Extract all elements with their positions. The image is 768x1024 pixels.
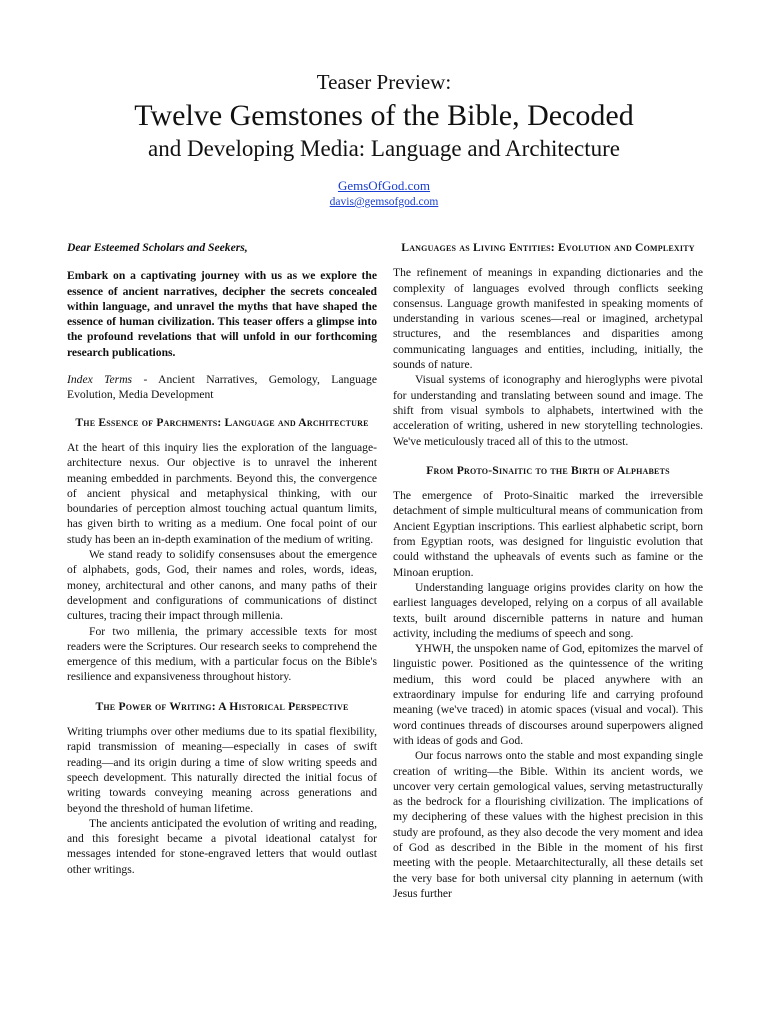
section-heading-essence: The Essence of Parchments: Language and Architecture (75, 415, 369, 429)
paragraph: The ancients anticipated the evolution of writing and reading, and this foresight became a pivotal ideational catalyst for messages intended for stone-engraved letters that would outlast other writings. (67, 816, 377, 876)
abstract: Embark on a captivating journey with us as we explore the essence of ancient narratives, decipher the secrets concealed within language, and unravel the myths that have shaped the essence of human civilization. This teaser offers a glimpse into the profound revelations that will unfold in our forthcoming research publications. (67, 269, 377, 359)
document-header (0, 68, 768, 210)
page-title: Twelve Gemstones of the Bible, Decoded (134, 99, 634, 132)
paragraph: The refinement of meanings in expanding dictionaries and the complexity of languages evolved through conflicts seeking consensus. Language growth manifested in speaking moments of understanding in various scenes—real or imagined, archetypal structures, and the resemblances and disparities among communicating languages and entities, including, initially, the sounds of nature. (393, 266, 703, 372)
paragraph: At the heart of this inquiry lies the exploration of the language-architecture nexus. Our objective is to unravel the inherent meaning embedded in parchments. Beyond this, the convergence of ancient physical and metaphysical thinking, with our boundaries of perception almost touching actual quantum limits, has given birth to writing as a medium. One focal point of our study has been an in-depth examination of the medium of writing. (67, 440, 377, 546)
website-link[interactable]: GemsOfGod.com (337, 178, 431, 193)
section-heading-power: The Power of Writing: A Historical Perspective (95, 699, 349, 713)
paragraph: Visual systems of iconography and hieroglyphs were pivotal for understanding and translating between sound and image. The shift from visual symbols to alphabets, intertwined with the acceleration of writing, ushered in new storytelling technologies. We've meticulously traced all of this to the utmost. (393, 373, 703, 448)
contact-links (0, 178, 768, 210)
right-column (393, 240, 703, 901)
email-link[interactable]: davis@gemsofgod.com (329, 196, 439, 208)
index-terms-label: Index Terms (67, 373, 133, 387)
left-column (67, 240, 377, 877)
page-subtitle: and Developing Media: Language and Architecture (148, 136, 620, 161)
paragraph: Our focus narrows onto the stable and most expanding single creation of writing—the Bible. Within its ancient words, we uncover very certain gemological values, serving metastructurally as the bedrock for a flourishing civilization. The implications of my deciphering of these values with the highest precision in this study are profound, as they also decode the very moment and idea of God as described in the Bible in the moment of his first meeting with the people. Metaarchitecturally, all these details set the very base for both universal city planning in aeternum (with Jesus further (393, 749, 703, 900)
paragraph: Understanding language origins provides clarity on how the earliest languages developed, relying on a corpus of all available texts, built around discernible patterns in nature and human activity, including the mediums of speech and song. (393, 580, 703, 640)
paragraph: For two millenia, the primary accessible texts for most readers were the Scriptures. Our research seeks to comprehend the emergence of this medium, with a particular focus on the Bible's resilience and expansiveness throughout history. (67, 624, 377, 684)
paragraph: The emergence of Proto-Sinaitic marked the irreversible detachment of simple multicultural means of communication from Ancient Egyptian inscriptions. This earliest alphabetic script, born from Egyptian roots, was designed for linguistic evolution that could withstand the upheavals of events such as famine or the Minoan eruption. (393, 489, 703, 579)
index-terms-text: - Ancient Narratives, Gemology, Language Evolution, Media Development (67, 373, 377, 402)
paragraph: Writing triumphs over other mediums due to its spatial flexibility, rapid transmission of meaning—especially in cases of swift reading—and its origin during a time of slow writing speeds and speech development. This naturally directed the initial focus of writing towards conveying meaning across generations and beyond the threshold of human lifetime. (67, 725, 377, 815)
paragraph: We stand ready to solidify consensuses about the emergence of alphabets, gods, God, their names and roles, words, ideas, money, architectural and other canons, and many paths of their development and configurations of communications of distinct cultures, tracing their impact through millenia. (67, 548, 377, 623)
index-terms (67, 372, 377, 403)
salutation: Dear Esteemed Scholars and Seekers, (67, 241, 248, 254)
paragraph: YHWH, the unspoken name of God, epitomizes the marvel of linguistic power. Positioned as the quintessence of the writing medium, this word could be placed anywhere with an extraordinary impulse for enduring life and carrying profound meaning (we've traced) in atomic spaces (visual and vocal). This word continues threads of discourses around superpowers aligned with ideas of gods and God. (393, 642, 703, 747)
pre-title: Teaser Preview: (316, 70, 452, 94)
section-heading-proto-sinaitic: From Proto-Sinaitic to the Birth of Alphabets (426, 463, 670, 477)
section-heading-languages: Languages as Living Entities: Evolution and Complexity (401, 241, 695, 254)
